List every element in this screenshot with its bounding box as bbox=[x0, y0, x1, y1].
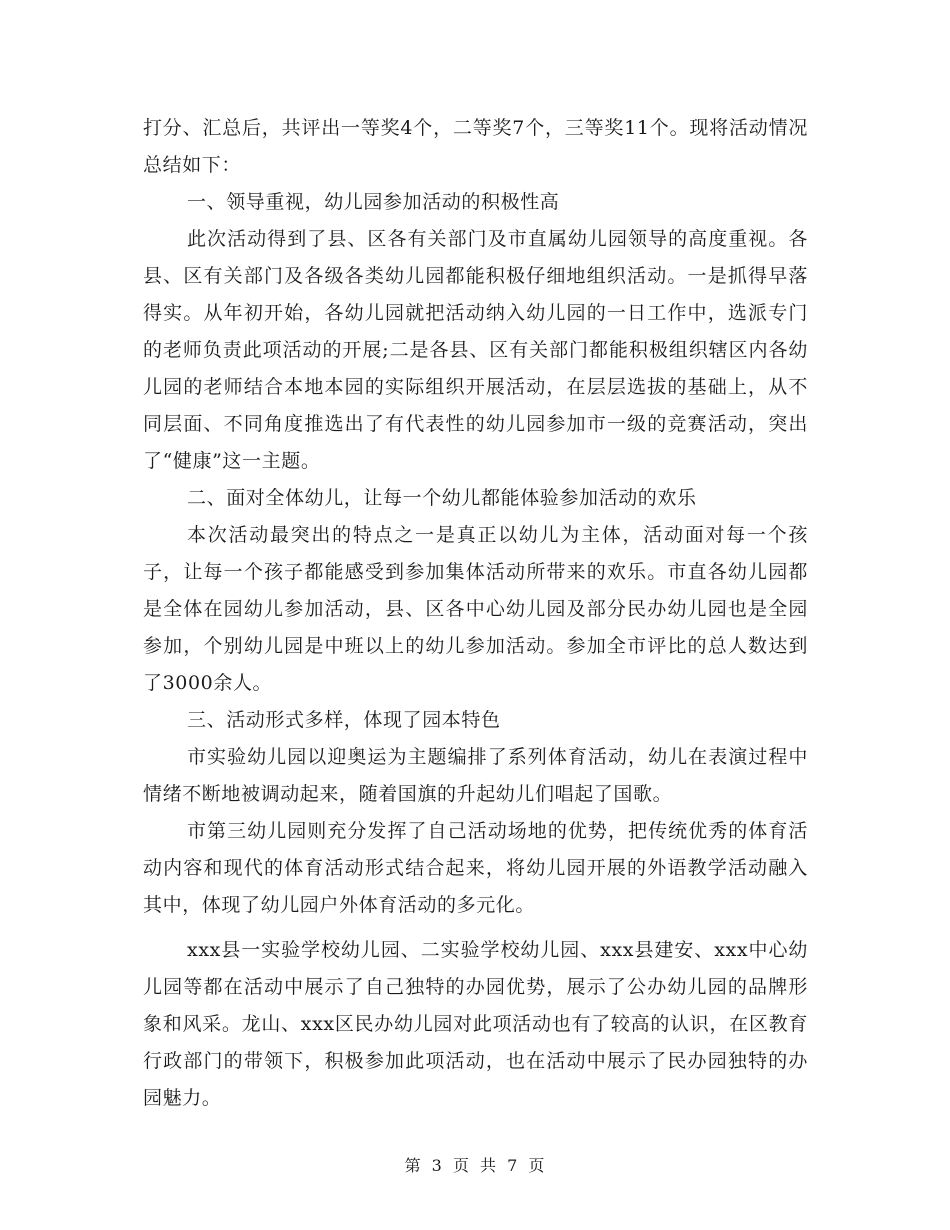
section-heading-diverse-forms: 三、活动形式多样，体现了园本特色 bbox=[187, 709, 501, 731]
paragraph-leadership: 此次活动得到了县、区各有关部门及市直属幼儿园领导的高度重视。各县、区有关部门及各级各类幼儿园都能积极仔细地组织活动。一是抓得早落得实。从年初开始，各幼儿园就把活动纳入幼儿园的一日工作中，选派专门的老师负责此项活动的开展;二是各县、区有关部门都能积极组织辖区内各幼儿园的老师结合本地本园的实际组织开展活动，在层层选拔的基础上，从不同层面、不同角度推选出了有代表性的幼儿园参加市一级的竞赛活动，突出了“健康”这一主题。 bbox=[143, 228, 808, 472]
page-number-footer: 第 3 页 共 7 页 bbox=[404, 1156, 546, 1175]
paragraph-county-kindergartens: xxx县一实验学校幼儿园、二实验学校幼儿园、xxx县建安、xxx中心幼儿园等都在活动中展示了自己独特的办园优势，展示了公办幼儿园的品牌形象和风采。龙山、xxx区民办幼儿园对此项活动也有了较高的认识，在区教育行政部门的带领下，积极参加此项活动，也在活动中展示了民办园独特的办园魅力。 bbox=[143, 939, 808, 1109]
section-heading-all-children: 二、面对全体幼儿，让每一个幼儿都能体验参加活动的欢乐 bbox=[187, 487, 697, 509]
paragraph-third-kindergarten: 市第三幼儿园则充分发挥了自己活动场地的优势，把传统优秀的体育活动内容和现代的体育活动形式结合起来，将幼儿园开展的外语教学活动融入其中，体现了幼儿园户外体育活动的多元化。 bbox=[143, 820, 808, 916]
section-heading-leadership: 一、领导重视，幼儿园参加活动的积极性高 bbox=[187, 191, 560, 213]
paragraph-experimental-kindergarten: 市实验幼儿园以迎奥运为主题编排了系列体育活动，幼儿在表演过程中情绪不断地被调动起来，随着国旗的升起幼儿们唱起了国歌。 bbox=[143, 746, 808, 805]
paragraph-all-children: 本次活动最突出的特点之一是真正以幼儿为主体，活动面对每一个孩子，让每一个孩子都能感受到参加集体活动所带来的欢乐。市直各幼儿园都是全体在园幼儿参加活动，县、区各中心幼儿园及部分民办幼儿园也是全园参加，个别幼儿园是中班以上的幼儿参加活动。参加全市评比的总人数达到了3000余人。 bbox=[143, 524, 808, 694]
paragraph-intro-continuation: 打分、汇总后，共评出一等奖4个，二等奖7个，三等奖11个。现将活动情况总结如下： bbox=[143, 117, 808, 176]
document-body bbox=[143, 110, 808, 1117]
